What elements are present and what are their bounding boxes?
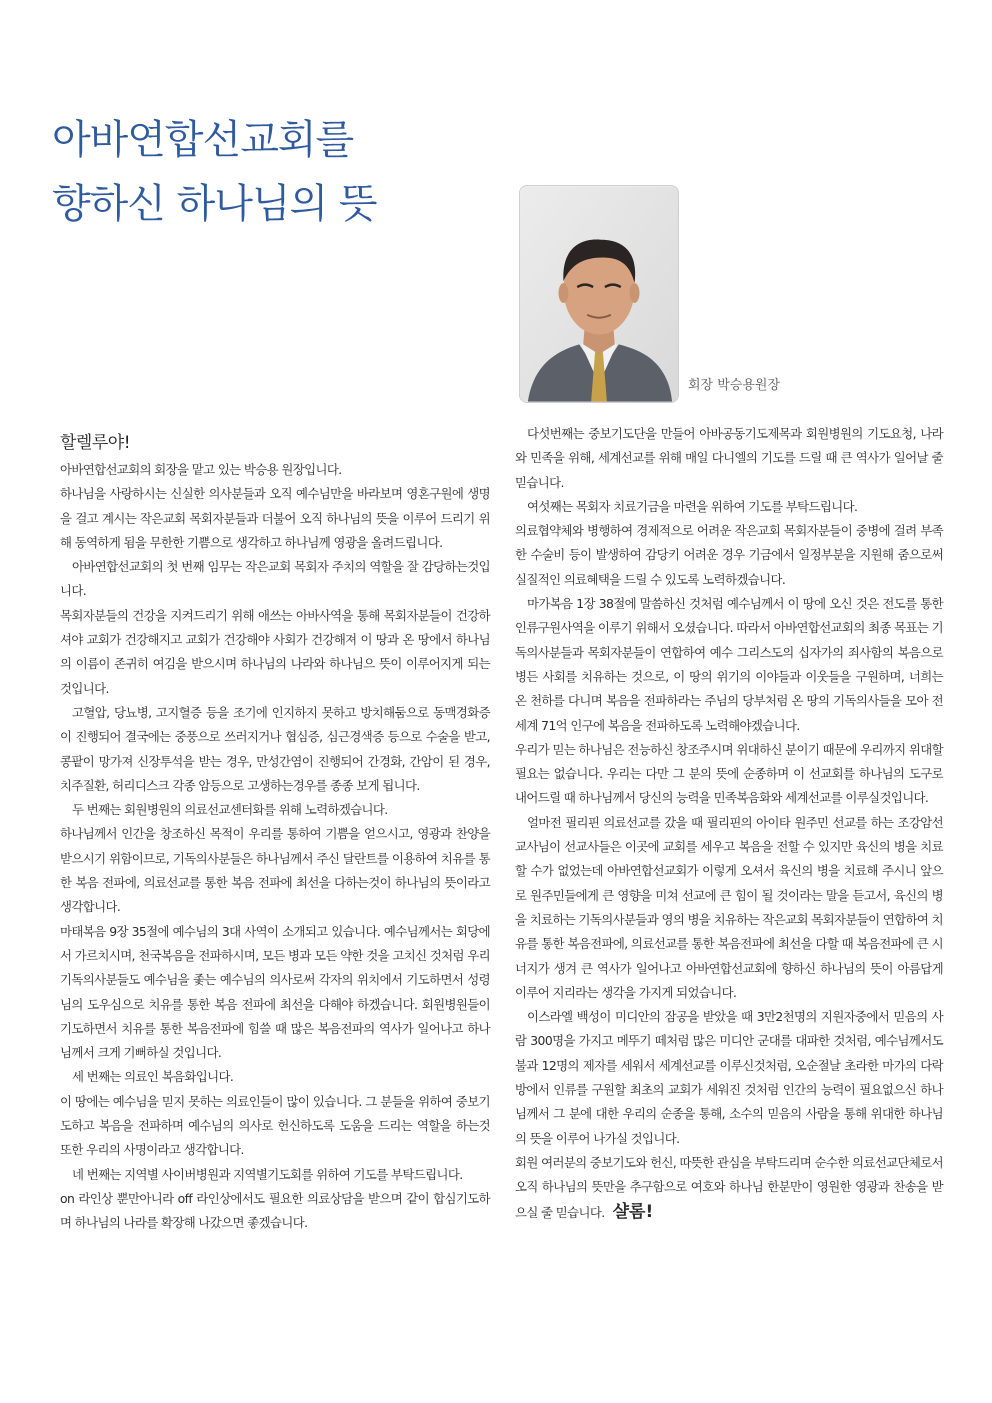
- portrait-photo-icon: [520, 186, 678, 402]
- left-column: [60, 428, 490, 1236]
- closing-paragraph: [515, 1151, 943, 1225]
- paragraph: 우리가 믿는 하나님은 전능하신 창조주시며 위대하신 분이기 때문에 우리까지 위대할 필요는 없습니다. 우리는 다만 그 분의 뜻에 순종하며 이 선교회를 하나님의 도구로 내어드릴 때 하나님께서 당신의 능력을 민족복음화와 세계선교를 이루실것입니다.: [515, 741, 943, 806]
- paragraph: 하나님을 사랑하시는 신실한 의사분들과 오직 예수님만을 바라보며 영혼구원에 생명을 걸고 계시는 작은교회 목회자분들과 더불어 오직 하나님의 뜻을 이루어 드리기 위해 동역하게 됨을 무한한 기쁨으로 생각하고 하나님께 영광을 올려드립니다.: [60, 486, 490, 550]
- signoff: 샬롬!: [612, 1201, 654, 1222]
- paragraph: 여섯째는 목회자 치료기금을 마련을 위하여 기도를 부탁드립니다.: [527, 498, 858, 514]
- paragraph: 마가복음 1장 38절에 말씀하신 것처럼 예수님께서 이 땅에 오신 것은 전도를 통한 인류구원사역을 이루기 위해서 오셨습니다. 따라서 아바연합선교회의 최종 목표는 기독의사분들과 목회자분들이 연합하여 예수 그리스도의 십자가의 죄사함의 복음으로 병든 사회를 치유하는 것으로, 이 땅의 위기의 이야들과 이웃들을 구원하며, 너희는 온 천하를 다니며 복음을 전파하라는 주님의 당부처럼 온 땅의 기독의사들을 모아 전 세계 71억 인구에 복음을 전파하도록 노력해야겠습니다.: [515, 596, 943, 733]
- paragraph: 아바연합선교회의 첫 번째 임무는 작은교회 목회자 주치의 역할을 잘 감당하는것입니다.: [60, 559, 490, 599]
- paragraph: 두 번째는 회원병원의 의료선교센터화를 위해 노력하겠습니다.: [72, 802, 388, 818]
- paragraph: 고혈압, 당뇨병, 고지혈증 등을 조기에 인지하지 못하고 방치해둠으로 동맥경화증이 진행되어 결국에는 중풍으로 쓰러지거나 협심증, 심근경색증 등으로 수술을 받고, 콩팥이 망가져 신장투석을 받는 경우, 만성간염이 진행되어 간경화, 간암이 된 경우, 치주질환, 허리디스크 각종 암등으로 고생하는경우를 종종 보게 됩니다.: [60, 704, 490, 793]
- title-line-1: 아바연합선교회를: [52, 117, 354, 163]
- paragraph: 이 땅에는 예수님을 믿지 못하는 의료인들이 많이 있습니다. 그 분들을 위하여 중보기도하고 복음을 전파하며 예수님의 의사로 헌신하도록 도움을 드리는 역할을 하는것 또한 우리의 사명이라고 생각합니다.: [60, 1093, 490, 1158]
- paragraph: on 라인상 뿐만아니라 off 라인상에서도 필요한 의료상담을 받으며 같이 합심기도하며 하나님의 나라를 확장해 나갔으면 좋겠습니다.: [60, 1190, 490, 1231]
- paragraph: 의료협약체와 병행하여 경제적으로 어려운 작은교회 목회자분들이 중병에 걸려 부족한 수술비 등이 발생하여 감당키 어려운 경우 기금에서 일정부분을 지원해 줌으로써 실질적인 의료혜택을 드릴 수 있도록 노력하겠습니다.: [515, 523, 943, 587]
- paragraph: 하나님께서 인간을 창조하신 목적이 우리를 통하여 기쁨을 얻으시고, 영광과 찬양을 받으시기 위함이므로, 기독의사분들은 하나님께서 주신 달란트를 이용하여 치유를 통한 복음 전파에, 의료선교를 통한 복음 전파에 최선을 다하는것이 하나님의 뜻이라고 생각합니다.: [60, 826, 490, 915]
- paragraph: 이스라엘 백성이 미디안의 잠공을 받았을 때 3만2천명의 지원자중에서 믿음의 사람 300명을 가지고 메뚜기 떼처럼 많은 미디안 군대를 대파한 것처럼, 예수님께서도 불과 12명의 제자를 세워서 세계선교를 이루신것처럼, 오순절날 초라한 마가의 다락방에서 인류를 구원할 최초의 교회가 세워진 것처럼 인간의 능력이 필요없으신 하나님께서 그 분에 대한 우리의 순종을 통해, 소수의 믿음의 사람을 통해 위대한 하나님의 뜻을 이루어 나가실 것입니다.: [515, 1009, 943, 1146]
- paragraph: 마태복음 9장 35절에 예수님의 3대 사역이 소개되고 있습니다. 예수님께서는 회당에서 가르치시며, 천국복음을 전파하시며, 모든 병과 모든 약한 것을 고치신 것처럼 우리 기독의사분들도 예수님을 좇는 예수님의 의사로써 각자의 위치에서 기도하면서 성령님의 도우심으로 치유를 통한 복음 전파에 최선을 다해야 하겠습니다. 회원병원들이 기도하면서 치유를 통한 복음전파에 힘쓸 때 많은 복음전파의 역사가 일어나고 하나님께서 크게 기뻐하실 것입니다.: [60, 923, 490, 1061]
- paragraph: 회원 여러분의 중보기도와 헌신, 따뜻한 관심을 부탁드리며 순수한 의료선교단체로서 오직 하나님의 뜻만을 추구함으로 여호와 하나님 한분만이 영원한 영광과 찬송을 받으실 줄 믿습니다.: [515, 1154, 943, 1220]
- paragraph: 다섯번째는 중보기도단을 만들어 아바공동기도제목과 회원병원의 기도요청, 나라와 민족을 위해, 세계선교를 위해 매일 다니엘의 기도를 드릴 때 큰 역사가 일어날 줄 믿습니다.: [515, 426, 943, 490]
- paragraph: 네 번째는 지역별 사이버병원과 지역별기도회를 위하여 기도를 부탁드립니다.: [72, 1166, 463, 1182]
- photo-caption: 회장 박승용원장: [688, 378, 781, 393]
- portrait-photo: [519, 185, 679, 403]
- paragraph: 아바연합선교회의 회장을 맡고 있는 박승용 원장입니다.: [60, 462, 342, 477]
- article-title: [52, 108, 377, 236]
- right-column: [515, 422, 943, 1225]
- paragraph: 목회자분들의 건강을 지켜드리기 위해 애쓰는 아바사역을 통해 목회자분들이 건강하셔야 교회가 건강해지고 교회가 건강해야 사회가 건강해져 이 땅과 온 땅에서 하나님의 이름이 존귀히 여김을 받으시며 하나님의 나라와 하나님으 뜻이 이루어지게 되는 것입니다.: [60, 607, 490, 696]
- greeting: 할렐루야!: [60, 433, 131, 453]
- title-line-2: 향하신 하나님의 뜻: [52, 181, 377, 227]
- paragraph: 세 번째는 의료인 복음화입니다.: [72, 1069, 234, 1085]
- paragraph: 얼마전 필리핀 의료선교를 갔을 때 필리핀의 아이타 원주민 선교를 하는 조강암선교사님이 선교사들은 이곳에 교회를 세우고 복음을 전할 수 있지만 육신의 병을 치료할 수가 없었는데 아바연합선교회가 이렇게 오셔서 육신의 병을 치료해 주시니 앞으로 원주민들에게 큰 영향을 미쳐 선교에 큰 힘이 될 것이라는 말을 듣고서, 육신의 병을 치료하는 기독의사분들과 영의 병을 치유하는 작은교회 목회자분들이 연합하여 치유를 통한 복음전파에, 의료선교를 통한 복음전파에 최선을 다할 때 복음전파에 큰 시너지가 생겨 큰 역사가 일어나고 아바연합선교회에 향하신 하나님의 뜻이 아름답게 이루어 지리라는 생각을 가지게 되었습니다.: [515, 814, 943, 1000]
